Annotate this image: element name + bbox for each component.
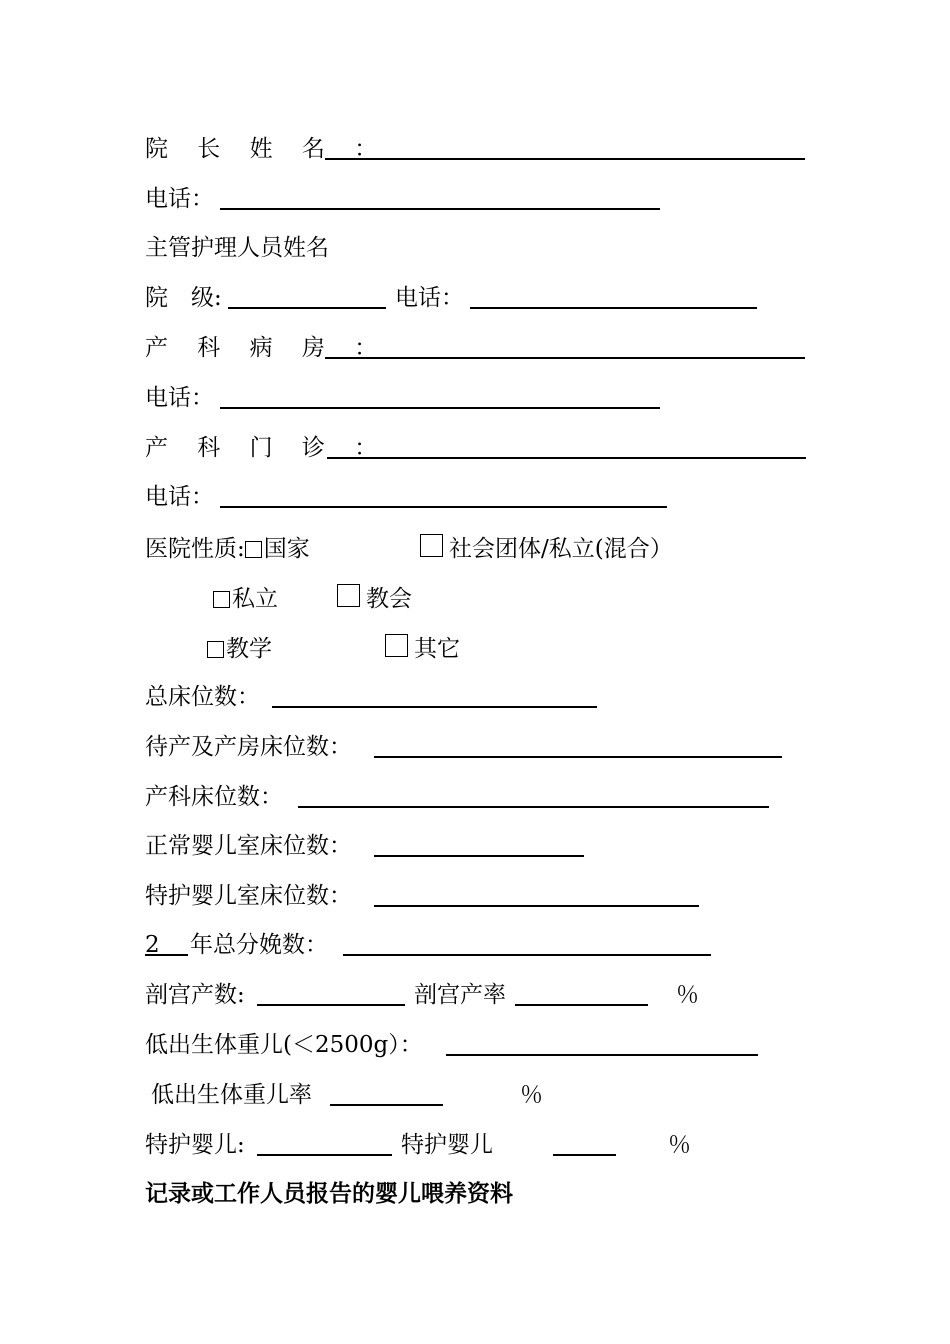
special-nursery-label: 特护婴儿室床位数： <box>145 883 352 909</box>
other-checkbox[interactable] <box>385 634 408 657</box>
director-phone-label: 电话： <box>145 186 214 212</box>
obstetric-beds-label: 产科床位数： <box>145 784 283 810</box>
cesarean-rate-field[interactable] <box>515 1004 648 1006</box>
obstetric-clinic-label: 产 科 门 诊 ： <box>145 435 389 461</box>
obstetric-clinic-field[interactable] <box>327 457 806 459</box>
social-option-label: 社会团体/私立(混合） <box>449 536 673 562</box>
state-option-label: 国家 <box>263 536 310 562</box>
teaching-checkbox[interactable] <box>207 641 224 658</box>
section-heading: 记录或工作人员报告的婴儿喂养资料 <box>145 1180 513 1207</box>
social-option <box>420 533 673 565</box>
social-checkbox[interactable] <box>420 534 443 557</box>
other-option-label: 其它 <box>414 636 460 662</box>
special-care-label: 特护婴儿: <box>145 1132 245 1158</box>
state-checkbox[interactable] <box>245 541 262 558</box>
special-nursery-field[interactable] <box>374 905 699 907</box>
normal-nursery-field[interactable] <box>374 855 584 857</box>
private-checkbox[interactable] <box>213 591 230 608</box>
lbw-field[interactable] <box>446 1054 758 1056</box>
special-care-rate-label: 特护婴儿 <box>401 1132 493 1158</box>
special-care-percent: ％ <box>668 1132 691 1158</box>
level-field[interactable] <box>228 307 386 309</box>
cesarean-rate-label: 剖宫产率 <box>414 982 506 1008</box>
hospital-type-label: 医院性质: <box>145 536 245 562</box>
church-option-label: 教会 <box>366 586 412 612</box>
lbw-label: 低出生体重儿(＜2500g）： <box>145 1032 423 1058</box>
level-phone-field[interactable] <box>470 307 757 309</box>
normal-nursery-label: 正常婴儿室床位数： <box>145 833 352 859</box>
nursing-head-label: 主管护理人员姓名 <box>145 235 329 261</box>
cesarean-count-label: 剖宫产数: <box>145 982 245 1008</box>
teaching-option <box>207 633 272 665</box>
teaching-option-label: 教学 <box>226 636 272 662</box>
director-name-field[interactable] <box>325 158 805 160</box>
lbw-rate-field[interactable] <box>330 1104 443 1106</box>
obstetric-beds-field[interactable] <box>298 806 769 808</box>
level-phone-label: 电话： <box>395 285 464 311</box>
private-option <box>213 583 278 615</box>
total-beds-label: 总床位数： <box>145 684 260 710</box>
lbw-rate-label: 低出生体重儿率 <box>151 1082 312 1108</box>
private-option-label: 私立 <box>232 586 278 612</box>
year-deliveries-label: 年总分娩数： <box>190 932 328 958</box>
director-phone-field[interactable] <box>220 208 660 210</box>
church-option <box>337 583 412 615</box>
total-beds-field[interactable] <box>272 706 597 708</box>
obstetric-ward-field[interactable] <box>325 357 805 359</box>
year-value: 2 <box>145 932 160 958</box>
lbw-percent: ％ <box>520 1082 543 1108</box>
year-deliveries-field[interactable] <box>343 954 711 956</box>
other-option <box>385 633 460 665</box>
clinic-phone-label: 电话： <box>145 484 214 510</box>
church-checkbox[interactable] <box>337 584 360 607</box>
ward-phone-field[interactable] <box>220 407 660 409</box>
obstetric-ward-label: 产 科 病 房 ： <box>145 335 389 361</box>
special-care-rate-field[interactable] <box>553 1154 616 1156</box>
cesarean-percent: ％ <box>676 982 699 1008</box>
cesarean-count-field[interactable] <box>257 1004 405 1006</box>
director-name-label: 院 长 姓 名 ： <box>145 136 389 162</box>
special-care-field[interactable] <box>257 1154 392 1156</box>
clinic-phone-field[interactable] <box>220 506 667 508</box>
year-field[interactable] <box>145 954 188 956</box>
labor-beds-field[interactable] <box>374 756 782 758</box>
labor-beds-label: 待产及产房床位数： <box>145 734 352 760</box>
level-label: 院 级: <box>145 285 222 311</box>
ward-phone-label: 电话： <box>145 385 214 411</box>
hospital-type-row <box>145 533 310 565</box>
